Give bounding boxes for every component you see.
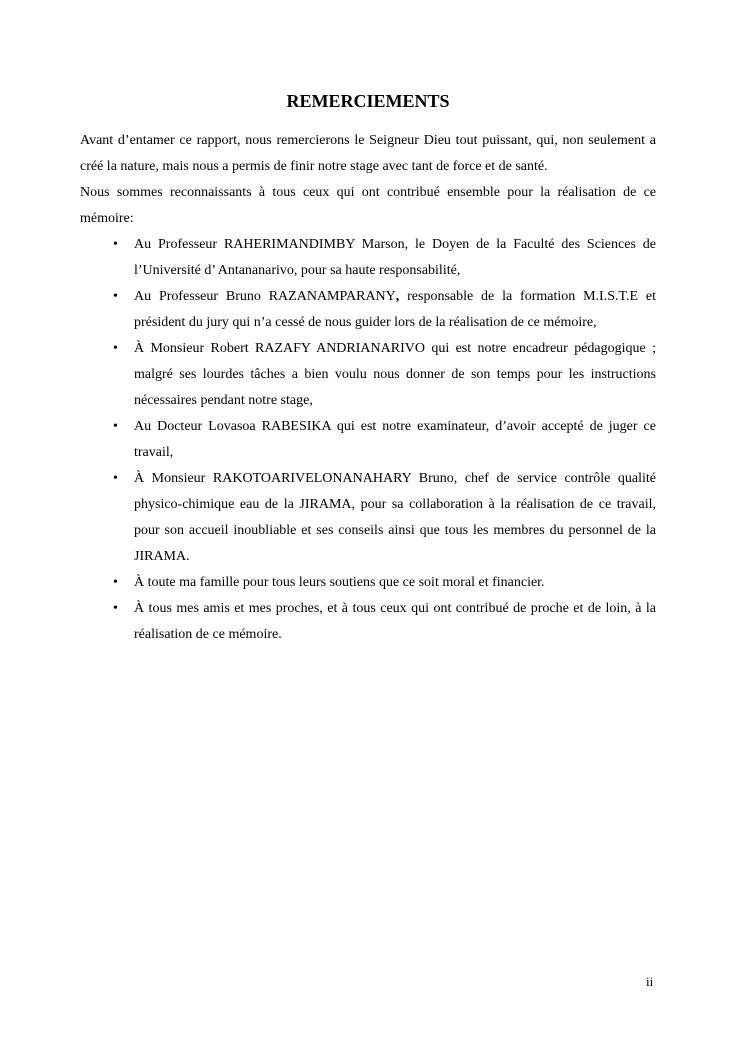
- list-item-text: À Monsieur RAKOTOARIVELONANAHARY Bruno, chef de service contrôle qualité physico-chimique eau de la JIRAMA, pour sa collaboration à la réalisation de ce travail, pour son accueil inoubliable et ses conseils ainsi que tous les membres du personnel de la JIRAMA.: [134, 471, 656, 564]
- list-item-jirama: [80, 466, 656, 570]
- bullet-icon: •: [113, 471, 118, 486]
- list-item-bold-comma: ,: [395, 289, 400, 304]
- list-item-text: À Monsieur Robert RAZAFY ANDRIANARIVO qui est notre encadreur pédagogique ; malgré ses lourdes tâches a bien voulu nous donner de son temps pour les instructions nécessaires pendant notre stage,: [134, 341, 656, 408]
- bullet-icon: •: [113, 237, 118, 252]
- bullet-icon: •: [113, 419, 118, 434]
- gratitude-paragraph: Nous sommes reconnaissants à tous ceux qui ont contribué ensemble pour la réalisation de ce mémoire:: [80, 185, 656, 226]
- bullet-icon: •: [113, 575, 118, 590]
- list-item-text: Au Professeur Bruno RAZANAMPARANY: [134, 289, 396, 304]
- document-page: [80, 88, 656, 648]
- intro-paragraph: Avant d’entamer ce rapport, nous remercierons le Seigneur Dieu tout puissant, qui, non seulement a créé la nature, mais nous a permis de finir notre stage avec tant de force et de santé.: [80, 133, 656, 174]
- bullet-icon: •: [113, 601, 118, 616]
- list-item-text-continued: responsable de la formation M.I.S.T.E et président du jury qui n’a cessé de nous guider lors de la réalisation de ce mémoire,: [134, 289, 656, 330]
- acknowledgement-list: [80, 232, 656, 648]
- list-item-amis: [80, 596, 656, 648]
- list-item-text: Au Professeur RAHERIMANDIMBY Marson, le Doyen de la Faculté des Sciences de l’Université d’ Antananarivo, pour sa haute responsabilité,: [134, 237, 656, 278]
- list-item-president-jury: [80, 284, 656, 336]
- list-item-text: Au Docteur Lovasoa RABESIKA qui est notre examinateur, d’avoir accepté de juger ce travail,: [134, 419, 656, 460]
- list-item-encadreur: [80, 336, 656, 414]
- page-title: REMERCIEMENTS: [286, 91, 450, 111]
- page-number: ii: [646, 974, 654, 989]
- bullet-icon: •: [113, 341, 118, 356]
- list-item-text: À toute ma famille pour tous leurs soutiens que ce soit moral et financier.: [134, 575, 545, 590]
- list-item-famille: [80, 570, 656, 596]
- list-item-examinateur: [80, 414, 656, 466]
- bullet-icon: •: [113, 289, 118, 304]
- list-item-doyen: [80, 232, 656, 284]
- list-item-text: À tous mes amis et mes proches, et à tous ceux qui ont contribué de proche et de loin, à la réalisation de ce mémoire.: [134, 601, 656, 642]
